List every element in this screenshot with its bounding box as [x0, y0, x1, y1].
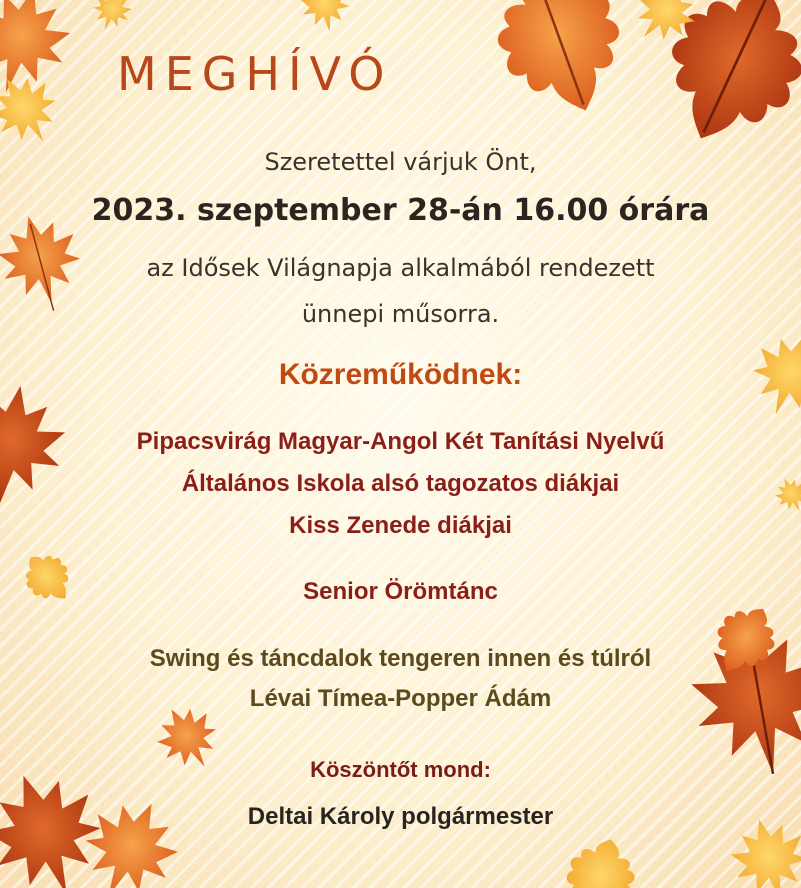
intro-line-3: az Idősek Világnapja alkalmából rendezett — [146, 254, 655, 282]
performers-heading: Közreműködnek: — [278, 358, 523, 391]
intro-line-1: Szeretettel várjuk Önt, — [264, 148, 537, 176]
performer-line: Lévai Tímea-Popper Ádám — [249, 685, 552, 712]
performer-senior: Senior Örömtánc — [303, 578, 498, 605]
invitation-title: MEGHÍVÓ — [117, 47, 393, 101]
performer-line: Swing és táncdalok tengeren innen és túlról — [149, 645, 652, 672]
performer-line: Kiss Zenede diákjai — [289, 512, 512, 539]
performer-line: Általános Iskola alsó tagozatos diákjai — [181, 470, 620, 497]
intro-line-4: ünnepi műsorra. — [301, 300, 500, 328]
greeting-speaker: Deltai Károly polgármester — [247, 803, 554, 830]
performer-line: Pipacsvirág Magyar-Angol Két Tanítási Nyelvű — [136, 428, 665, 455]
greeting-label: Köszöntőt mond: — [310, 757, 491, 782]
event-date: 2023. szeptember 28-án 16.00 órára — [91, 193, 710, 228]
